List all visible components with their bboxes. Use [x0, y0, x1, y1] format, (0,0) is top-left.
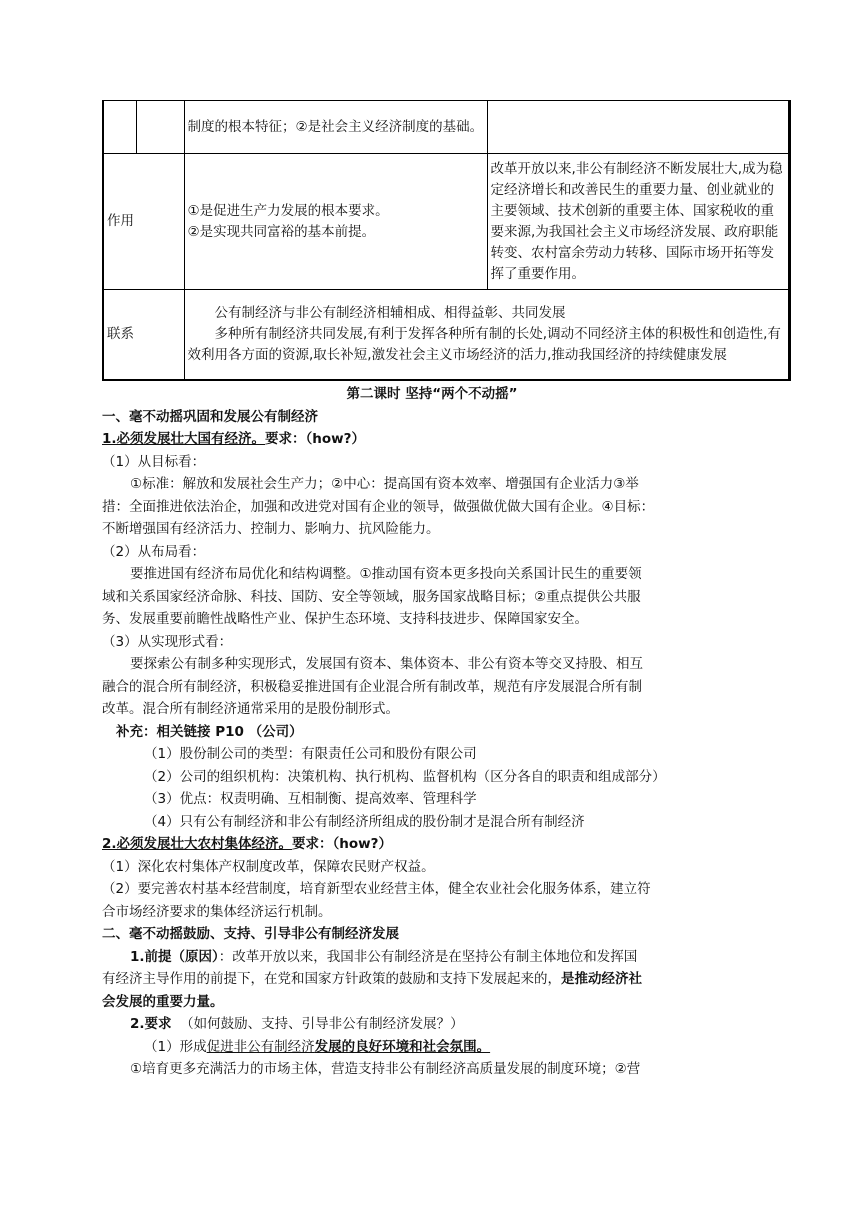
- text-line: [102, 1013, 762, 1036]
- point-heading: （3）从实现形式看：: [102, 633, 233, 650]
- supplement-item: （4）只有公有制经济和非公有制经济所组成的股份制才是混合所有制经济: [144, 813, 585, 830]
- row-label-role: 作用: [103, 154, 184, 290]
- requirement-underlined: 促进非公有制经济: [206, 1038, 315, 1055]
- requirement-label: 2.要求: [130, 1016, 172, 1032]
- supplement-item: （1）股份制公司的类型：有限责任公司和股份有限公司: [144, 746, 477, 762]
- section-heading: 二、毫不动摇鼓励、支持、引导非公有制经济发展: [102, 926, 399, 942]
- text-line: [102, 968, 762, 991]
- text-line: 改革。混合所有制经济通常采用的是股份制形式。: [102, 701, 399, 717]
- table-cell-empty: [487, 101, 789, 154]
- premise-emphasis: 是推动经济社: [561, 971, 642, 987]
- text-line: ①培育更多充满活力的市场主体，营造支持非公有制经济高质量发展的制度环境；②营: [130, 1061, 641, 1077]
- supplement-item: （3）优点：权责明确、互相制衡、提高效率、管理科学: [144, 791, 477, 807]
- text-line: （2）要完善农村基本经营制度，培育新型农业经营主体，健全农业社会化服务体系，建立符: [102, 881, 651, 897]
- text-line: 要探索公有制多种实现形式，发展国有资本、集体资本、非公有资本等交叉持股、相互: [130, 656, 643, 672]
- subsection-title: 2.必须发展壮大农村集体经济。: [102, 836, 293, 852]
- point-heading: （1）从目标看：: [102, 453, 206, 470]
- subsection-heading: [102, 833, 762, 856]
- comparison-table: [102, 100, 791, 381]
- table-cell-public-feature: 制度的根本特征；②是社会主义经济制度的基础。: [184, 101, 487, 154]
- table-cell-empty: [136, 101, 184, 154]
- text-line: 融合的混合所有制经济，积极稳妥推进国有企业混合所有制改革，规范有序发展混合所有制: [102, 678, 642, 695]
- text-line: [102, 1036, 762, 1059]
- point-heading: （2）从布局看：: [102, 543, 206, 560]
- text-line: 不断增强国有经济活力、控制力、影响力、抗风险能力。: [102, 521, 440, 537]
- subsection-title: 1.必须发展壮大国有经济。: [102, 431, 266, 447]
- requirement-emphasis: 发展的良好环境和社会氛围。: [314, 1038, 491, 1055]
- row-label-relation: 联系: [103, 290, 184, 380]
- section-heading: 一、毫不动摇巩固和发展公有制经济: [102, 408, 318, 425]
- requirement-question: （如何鼓励、支持、引导非公有制经济发展？）: [180, 1016, 464, 1032]
- supplement-heading: 补充：相关链接 P10 （公司）: [116, 723, 303, 740]
- text-line: （1）深化农村集体产权制度改革，保障农民财产权益。: [102, 858, 435, 875]
- table-cell-public-role: [184, 154, 487, 290]
- subsection-heading: [102, 428, 762, 451]
- public-role-line: ②是实现共同富裕的基本前提。: [187, 223, 376, 240]
- subsection-question: 要求：（how?）: [265, 431, 365, 447]
- text-line: 要推进国有经济布局优化和结构调整。①推动国有资本更多投向关系国计民生的重要领: [130, 566, 642, 582]
- table-cell-relation: [184, 290, 789, 380]
- table-cell-empty: [103, 101, 136, 154]
- text-line: 务、发展重要前瞻性战略性产业、保护生态环境、支持科技进步、保障国家安全。: [102, 611, 588, 627]
- text-line: ①标准：解放和发展社会生产力；②中心：提高国有资本效率、增强国有企业活力③举: [130, 476, 639, 492]
- supplement-item: （2）公司的组织机构：决策机构、执行机构、监督机构（区分各自的职责和组成部分）: [144, 768, 666, 785]
- table-row: [103, 101, 789, 154]
- relation-paragraph: 公有制经济与非公有制经济相辅相成、相得益彰、共同发展: [214, 304, 566, 321]
- premise-label: 1.前提（原因）: [130, 948, 219, 965]
- requirement-text: （1）形成: [144, 1038, 207, 1055]
- premise-emphasis: 会发展的重要力量。: [102, 993, 224, 1010]
- premise-text: 有经济主导作用的前提下，在党和国家方针政策的鼓励和支持下发展起来的，: [102, 971, 561, 987]
- table-row: [103, 154, 789, 290]
- premise-text: ：改革开放以来，我国非公有制经济是在坚持公有制主体地位和发挥国: [218, 948, 638, 965]
- text-line: 域和关系国家经济命脉、科技、国防、安全等领域，服务国家战略目标；②重点提供公共服: [102, 588, 641, 605]
- text-line: 合市场经济要求的集体经济运行机制。: [102, 903, 332, 920]
- lesson-title: 第二课时 坚持“两个不动摇”: [346, 386, 518, 402]
- text-line: [102, 946, 762, 969]
- table-row: [103, 290, 789, 380]
- subsection-question: 要求：（how?）: [292, 836, 392, 852]
- document-body: [102, 383, 762, 1081]
- table-cell-nonpublic-role: 改革开放以来,非公有制经济不断发展壮大,成为稳定经济增长和改善民生的重要力量、创业就业的主要领域、技术创新的重要主体、国家税收的重要来源,为我国社会主义市场经济发展、政府职能转变、农村富余劳动力转移、国际市场开拓等发挥了重要作用。: [487, 154, 789, 290]
- relation-paragraph: 多种所有制经济共同发展,有利于发挥各种所有制的长处,调动不同经济主体的积极性和创造性,有效利用各方面的资源,取长补短,激发社会主义市场经济的活力,推动我国经济的持续健康发展: [187, 325, 781, 363]
- text-line: 措：全面推进依法治企，加强和改进党对国有企业的领导，做强做优做大国有企业。④目标：: [102, 498, 655, 515]
- public-role-line: ①是促进生产力发展的根本要求。: [187, 202, 389, 219]
